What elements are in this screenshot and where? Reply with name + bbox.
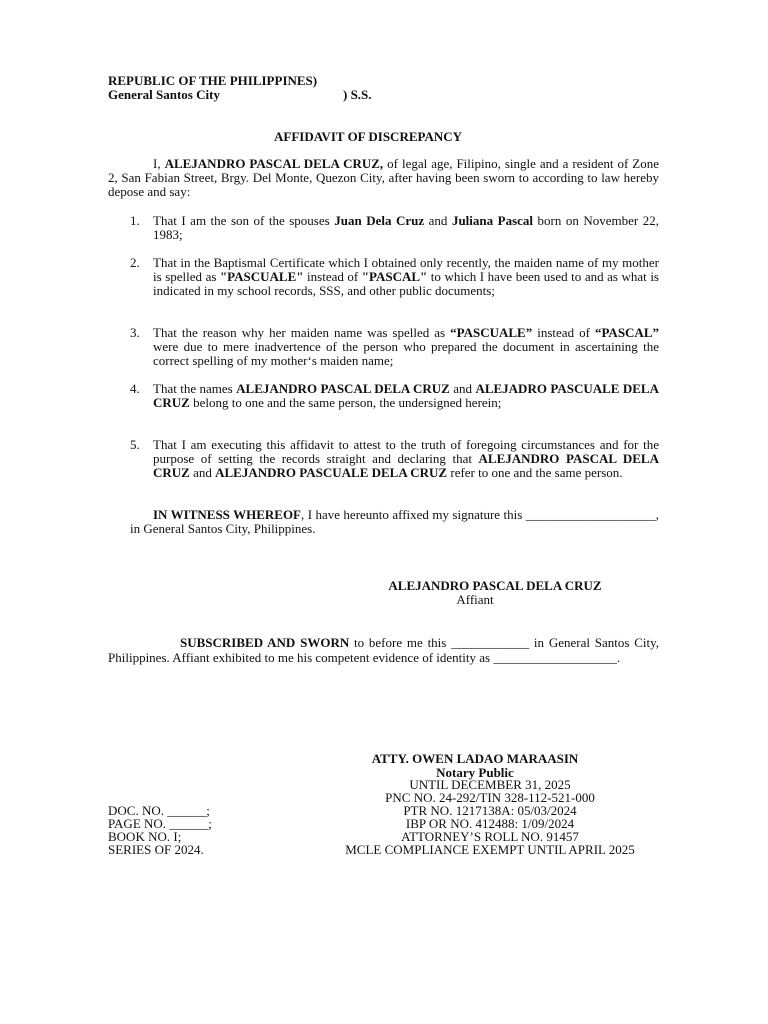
item-4-text [153,382,659,410]
item-3-part3: were due to mere inadvertence of the person who prepared the document in ascertaining the correct spelling of my mother‘s maiden name; [153,339,659,368]
intro-lead: I, [153,156,165,171]
item-1-part3: born on November 22, 1983; [153,213,660,242]
item-2-number: 2. [130,255,140,270]
witness-paragraph [130,508,659,536]
item-2-text [153,256,659,298]
intro-rest: of legal age, Filipino, single and a resident of Zone 2, San Fabian Street, Brgy. Del Monte, Quezon City, after having been sworn to according to law hereby depose and say: [108,156,659,199]
item-5-bold1: ALEJANDRO PASCAL DELA CRUZ [153,451,659,480]
item-5-part1: That I am executing this affidavit to attest to the truth of foregoing circumstances and for the purpose of setting the records straight and declaring that [153,437,659,466]
item-3-bold1: “PASCUALE” [450,325,533,340]
item-1-bold1: Juan Dela Cruz [334,213,425,228]
item-3-part1: That the reason why her maiden name was spelled as [153,325,451,340]
caption-republic: REPUBLIC OF THE PHILIPPINES) [108,73,318,88]
item-5-number: 5. [130,437,140,452]
item-3-part2: instead of [532,325,595,340]
registry-book: BOOK NO. I; [108,829,182,844]
intro-paragraph [108,157,659,199]
item-3-bold2: “PASCAL” [594,325,659,340]
item-2-bold2: "PASCAL" [361,269,428,284]
item-5-text [153,438,659,480]
notary-line-mcle: MCLE COMPLIANCE EXEMPT UNTIL APRIL 2025 [345,842,635,857]
item-2-part3: to which I have been used to and as what is indicated in my school records, SSS, and other public documents; [153,269,659,298]
item-1-bold2: Juliana Pascal [451,213,534,228]
registry-doc: DOC. NO. ______; [108,803,210,818]
witness-rest: , I have hereunto affixed my signature this ____________________, in General Santos City, Philippines. [130,507,659,536]
notary-line-ibp: IBP OR NO. 412488: 1/09/2024 [405,816,575,831]
registry-page: PAGE NO. ______; [108,816,212,831]
notary-line-ptr: PTR NO. 1217138A: 05/03/2024 [403,803,577,818]
affiant-name: ALEJANDRO PASCAL DELA CRUZ [388,578,602,593]
item-1-number: 1. [130,213,140,228]
item-5-part3: refer to one and the same person. [447,465,623,480]
item-4-part2: and [449,381,476,396]
notarial-registry [108,804,212,856]
item-1-part2: and [424,213,452,228]
affiant-role: Affiant [456,592,494,607]
notary-line-commission: UNTIL DECEMBER 31, 2025 [409,777,571,792]
item-4-part1: That the names [153,381,237,396]
item-1-text [153,214,659,242]
item-4-bold1: ALEJANDRO PASCAL DELA CRUZ [236,381,450,396]
item-3-number: 3. [130,325,140,340]
item-1-part1: That I am the son of the spouses [153,213,335,228]
notary-line-roll: ATTORNEY’S ROLL NO. 91457 [401,829,579,844]
notary-details [330,778,650,856]
jurat-rest: to before me this ____________ in General Santos City, Philippines. Affiant exhibited to me his competent evidence of identity as ___________________. [108,635,660,665]
notary-title: Notary Public [436,765,514,780]
item-3-text [153,326,659,368]
item-4-bold2: ALEJADRO PASCUALE DELA CRUZ [153,381,659,410]
notary-name: ATTY. OWEN LADAO MARAASIN [371,751,579,766]
item-5-bold2: ALEJANDRO PASCUALE DELA CRUZ [215,465,448,480]
item-4-number: 4. [130,381,140,396]
item-4-part3: belong to one and the same person, the undersigned herein; [189,395,502,410]
caption-ss: ) S.S. [343,87,372,102]
document-title: AFFIDAVIT OF DISCREPANCY [274,129,463,144]
jurat-bold: SUBSCRIBED AND SWORN [180,635,350,650]
notary-line-pnc: PNC NO. 24-292/TIN 328-112-521-000 [385,790,595,805]
item-2-bold1: "PASCUALE" [219,269,304,284]
item-2-part1: That in the Baptismal Certificate which I obtained only recently, the maiden name of my mother is spelled as [153,255,659,284]
registry-series: SERIES OF 2024. [108,842,204,857]
caption-city: General Santos City [108,87,220,102]
item-5-part2: and [189,465,216,480]
jurat-paragraph [108,635,659,665]
intro-affiant-name: ALEJANDRO PASCAL DELA CRUZ, [164,156,384,171]
item-2-part2: instead of [303,269,362,284]
witness-bold: IN WITNESS WHEREOF [153,507,301,522]
